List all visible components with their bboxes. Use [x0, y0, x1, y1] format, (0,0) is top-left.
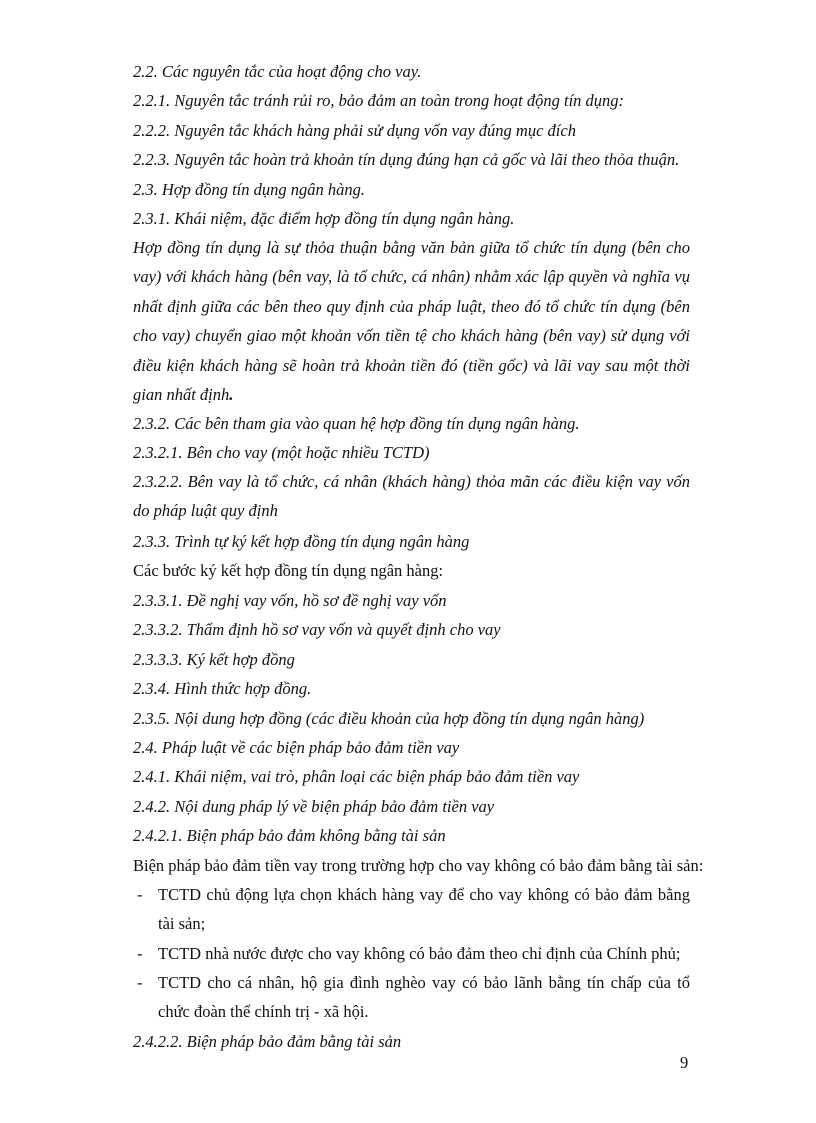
heading-2-4-2-1: 2.4.2.1. Biện pháp bảo đảm không bằng tài sản	[133, 826, 446, 845]
heading-2-3-3-2: 2.3.3.2. Thẩm định hồ sơ vay vốn và quyết định cho vay	[133, 620, 501, 639]
heading-2-4-1: 2.4.1. Khái niệm, vai trò, phân loại các biện pháp bảo đảm tiền vay	[133, 767, 580, 786]
bullet-item: TCTD nhà nước được cho vay không có bảo đảm theo chỉ định của Chính phủ;	[158, 944, 681, 963]
heading-2-3: 2.3. Hợp đồng tín dụng ngân hàng.	[133, 180, 366, 199]
heading-2-3-2: 2.3.2. Các bên tham gia vào quan hệ hợp đồng tín dụng ngân hàng.	[133, 414, 580, 433]
bullet-marker: -	[137, 885, 143, 904]
heading-2-3-4: 2.3.4. Hình thức hợp đồng.	[133, 679, 312, 698]
heading-2-3-1: 2.3.1. Khái niệm, đặc điểm hợp đồng tín dụng ngân hàng.	[133, 209, 515, 228]
bullet-item: TCTD cho cá nhân, hộ gia đình nghèo vay có bảo lãnh bằng tín chấp của tổ chức đoàn thể chính trị - xã hội.	[158, 973, 690, 1022]
heading-2-4-2: 2.4.2. Nội dung pháp lý về biện pháp bảo đảm tiền vay	[133, 797, 495, 816]
heading-2-2-3: 2.2.3. Nguyên tắc hoàn trả khoản tín dụng đúng hạn cả gốc và lãi theo thỏa thuận.	[133, 150, 680, 169]
definition-period: .	[229, 385, 234, 405]
non-asset-intro: Biện pháp bảo đảm tiền vay trong trường hợp cho vay không có bảo đảm bằng tài sản:	[133, 856, 704, 875]
steps-intro: Các bước ký kết hợp đồng tín dụng ngân hàng:	[133, 561, 444, 580]
heading-2-3-5: 2.3.5. Nội dung hợp đồng (các điều khoản của hợp đồng tín dụng ngân hàng)	[133, 709, 645, 728]
heading-2-2: 2.2. Các nguyên tắc của hoạt động cho vay.	[133, 62, 422, 81]
bullet-marker: -	[137, 973, 143, 992]
heading-2-4-2-2: 2.4.2.2. Biện pháp bảo đảm bằng tài sản	[133, 1032, 402, 1051]
heading-2-4: 2.4. Pháp luật về các biện pháp bảo đảm tiền vay	[133, 738, 460, 757]
heading-2-2-2: 2.2.2. Nguyên tắc khách hàng phải sử dụng vốn vay đúng mục đích	[133, 121, 576, 140]
heading-2-3-3-3: 2.3.3.3. Ký kết hợp đồng	[133, 650, 295, 669]
heading-2-3-2-2: 2.3.2.2. Bên vay là tổ chức, cá nhân (khách hàng) thỏa mãn các điều kiện vay vốn do pháp luật quy định	[133, 472, 690, 521]
heading-2-3-2-1: 2.3.2.1. Bên cho vay (một hoặc nhiều TCTD)	[133, 443, 430, 462]
bullet-item: TCTD chủ động lựa chọn khách hàng vay để cho vay không có bảo đảm bằng tài sản;	[158, 885, 690, 934]
definition-paragraph	[133, 233, 690, 409]
heading-2-3-3-1: 2.3.3.1. Đề nghị vay vốn, hồ sơ đề nghị vay vốn	[133, 591, 447, 610]
heading-2-2-1: 2.2.1. Nguyên tắc tránh rủi ro, bảo đảm an toàn trong hoạt động tín dụng:	[133, 91, 625, 110]
bullet-marker: -	[137, 944, 143, 963]
heading-2-3-3: 2.3.3. Trình tự ký kết hợp đồng tín dụng ngân hàng	[133, 532, 470, 551]
page-number: 9	[680, 1053, 689, 1072]
definition-text: Hợp đồng tín dụng là sự thỏa thuận bằng văn bản giữa tổ chức tín dụng (bên cho vay) với khách hàng (bên vay, là tổ chức, cá nhân) nhằm xác lập quyền và nghĩa vụ nhất định giữa các bên theo quy định của pháp luật, theo đó tổ chức tín dụng (bên cho vay) chuyển giao một khoản vốn tiền tệ cho khách hàng (bên vay) sử dụng với điều kiện khách hàng sẽ hoàn trả khoản tiền đó (tiền gốc) và lãi vay sau một thời gian nhất định	[133, 238, 690, 405]
